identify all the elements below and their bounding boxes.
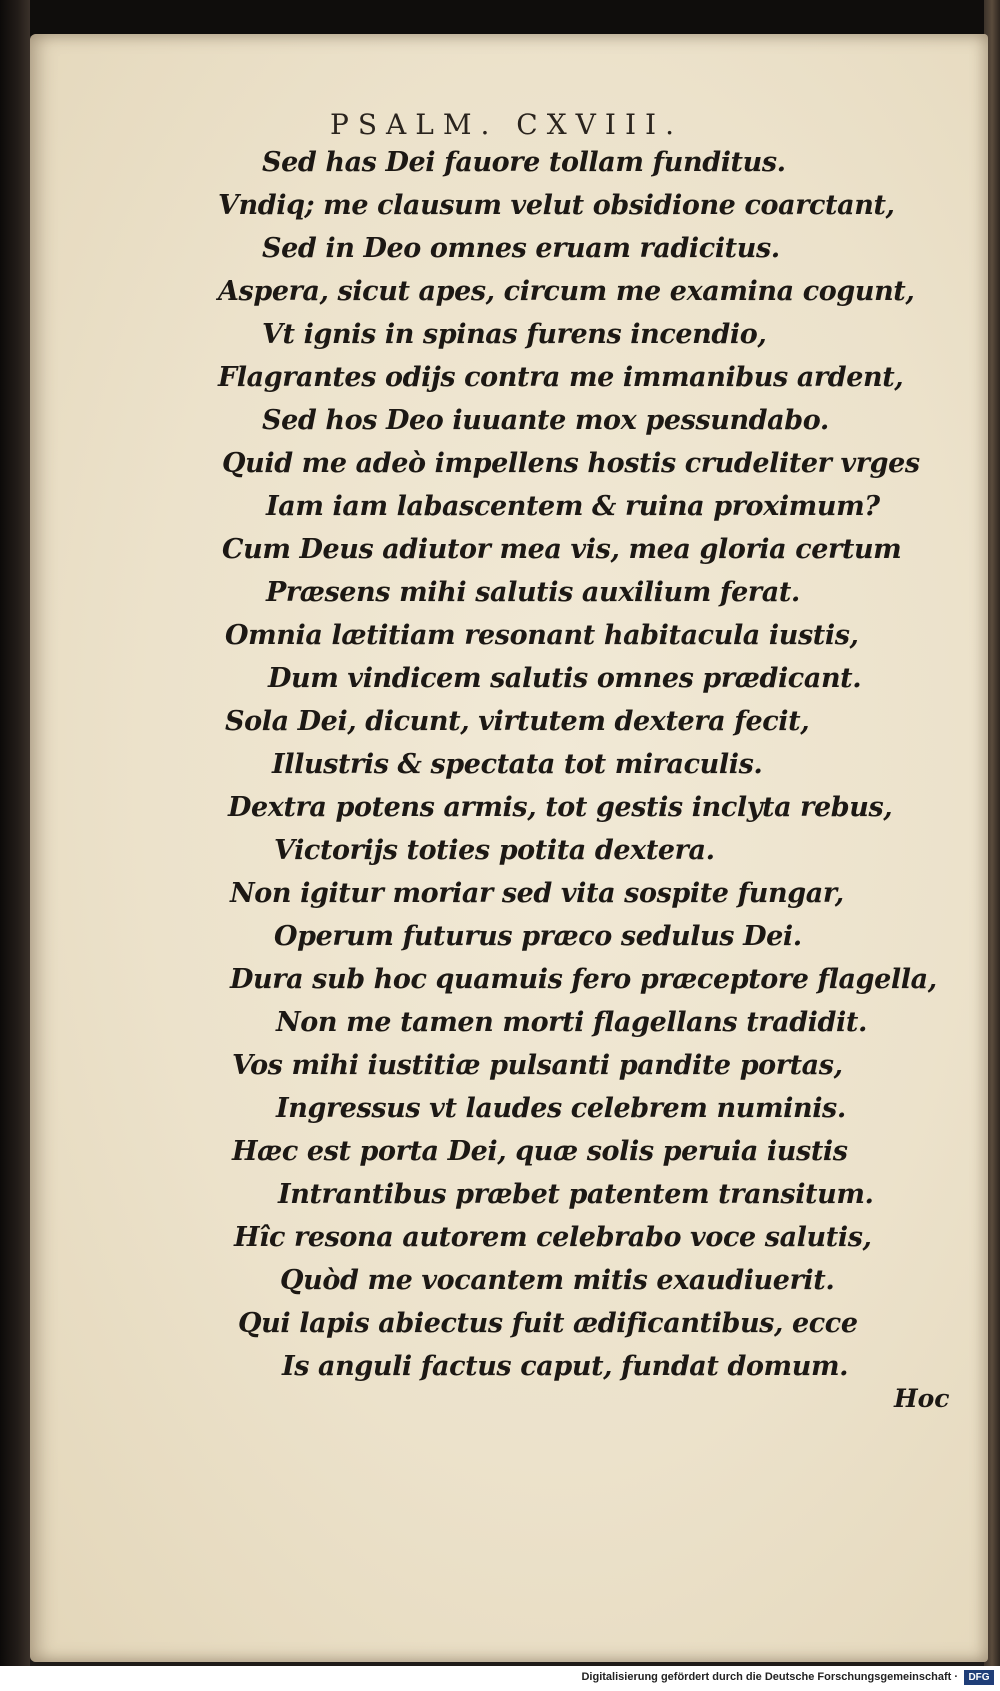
verse-line: Flagrantes odijs contra me immanibus ardent, bbox=[218, 362, 904, 393]
verse-line: Is anguli factus caput, fundat domum. bbox=[282, 1351, 849, 1382]
verse-line: Dum vindicem salutis omnes prædicant. bbox=[268, 663, 862, 694]
verse-line: Sed has Dei fauore tollam funditus. bbox=[262, 147, 786, 178]
verse-line: Illustris & spectata tot miraculis. bbox=[272, 749, 763, 780]
verse-line: Hîc resona autorem celebrabo voce salutis, bbox=[234, 1222, 872, 1253]
verse-line: Vt ignis in spinas furens incendio, bbox=[262, 319, 767, 350]
verse-line: Vndiq; me clausum velut obsidione coarctant, bbox=[218, 190, 895, 221]
catchword: Hoc bbox=[894, 1384, 950, 1413]
verse-line: Iam iam labascentem & ruina proximum? bbox=[266, 491, 880, 522]
verse-line: Dextra potens armis, tot gestis inclyta rebus, bbox=[228, 792, 893, 823]
verse-line: Sed hos Deo iuuante mox pessundabo. bbox=[262, 405, 829, 436]
verse-line: Quid me adeò impellens hostis crudeliter vrges bbox=[222, 448, 920, 479]
verse-line: Ingressus vt laudes celebrem numinis. bbox=[276, 1093, 846, 1124]
verse-line: Non me tamen morti flagellans tradidit. bbox=[276, 1007, 867, 1038]
funding-credit: Digitalisierung gefördert durch die Deutsche Forschungsgemeinschaft · bbox=[581, 1671, 958, 1683]
dfg-logo: DFG bbox=[964, 1670, 994, 1685]
verse-line: Præsens mihi salutis auxilium ferat. bbox=[266, 577, 800, 608]
verse-line: Aspera, sicut apes, circum me examina cogunt, bbox=[218, 276, 915, 307]
verse-line: Sed in Deo omnes eruam radicitus. bbox=[262, 233, 780, 264]
verse-line: Vos mihi iustitiæ pulsanti pandite portas, bbox=[232, 1050, 843, 1081]
scan-top-border bbox=[0, 0, 1000, 36]
running-head: PSALM. CXVIII. bbox=[330, 108, 683, 141]
verse-text-block bbox=[0, 141, 1000, 1388]
verse-line: Qui lapis abiectus fuit ædificantibus, ecce bbox=[238, 1308, 858, 1339]
verse-line: Hæc est porta Dei, quæ solis peruia iustis bbox=[232, 1136, 848, 1167]
verse-line: Intrantibus præbet patentem transitum. bbox=[278, 1179, 874, 1210]
verse-line: Sola Dei, dicunt, virtutem dextera fecit, bbox=[225, 706, 810, 737]
verse-line: Dura sub hoc quamuis fero præceptore flagella, bbox=[230, 964, 937, 995]
verse-line: Non igitur moriar sed vita sospite fungar, bbox=[230, 878, 844, 909]
verse-line: Cum Deus adiutor mea vis, mea gloria certum bbox=[222, 534, 902, 565]
verse-line: Victorijs toties potita dextera. bbox=[274, 835, 715, 866]
digitization-footer bbox=[0, 1666, 1000, 1691]
verse-line: Operum futurus præco sedulus Dei. bbox=[274, 921, 802, 952]
verse-line: Quòd me vocantem mitis exaudiuerit. bbox=[280, 1265, 835, 1296]
verse-line: Omnia lætitiam resonant habitacula iustis, bbox=[225, 620, 859, 651]
